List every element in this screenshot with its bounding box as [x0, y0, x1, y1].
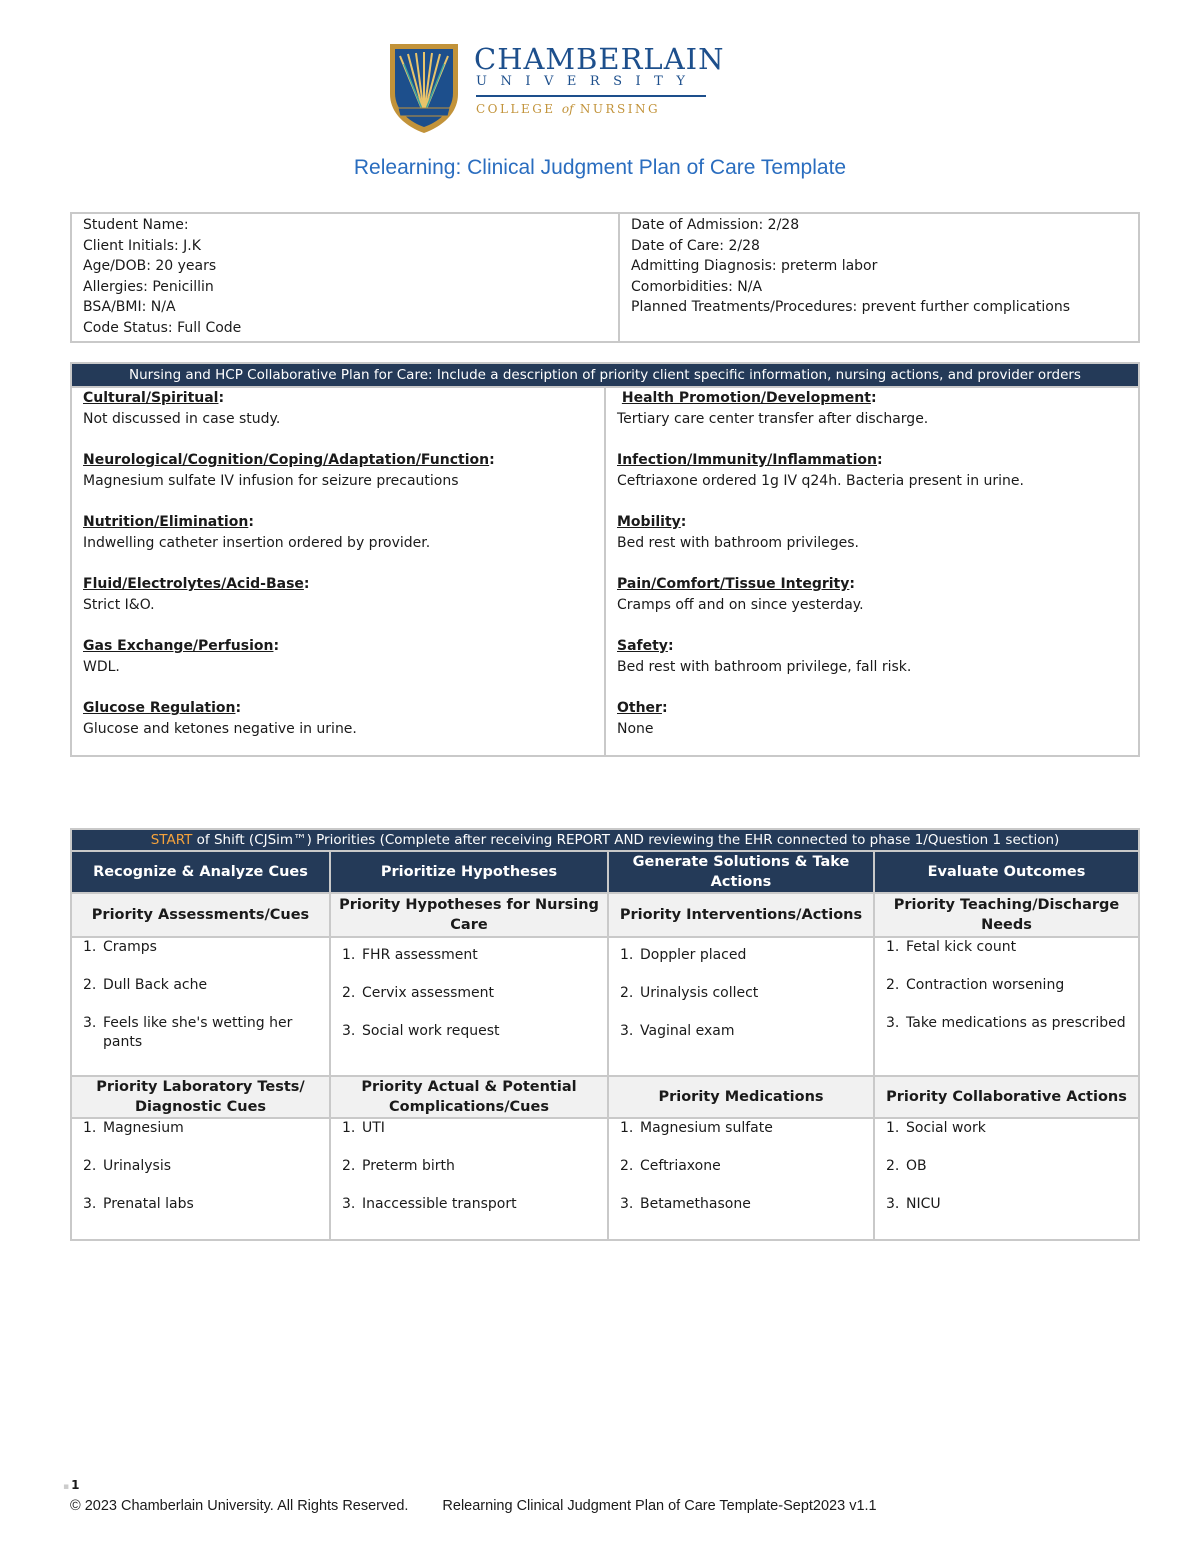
list-item: 3. Feels like she's wetting her pants [83, 1015, 293, 1050]
page-number: ▪ 1 [63, 1478, 80, 1492]
list-item: 2. Urinalysis collect [620, 985, 759, 1001]
student-name: Student Name: [83, 217, 189, 233]
list-item: 3. NICU [886, 1196, 941, 1212]
list-item: 1. Magnesium [83, 1120, 184, 1136]
section-health-promotion: Health Promotion/Development: Tertiary care center transfer after discharge. [617, 390, 929, 427]
collaborative-plan-left [71, 387, 605, 756]
university-logo [388, 40, 725, 136]
allergies: Allergies: Penicillin [83, 278, 214, 295]
column-prioritize-hypotheses: Prioritize Hypotheses [330, 851, 608, 893]
comorbidities: Comorbidities: N/A [631, 278, 763, 295]
planned-treatments: Planned Treatments/Procedures: prevent further complications [631, 299, 1071, 315]
patient-info-table [70, 212, 1140, 343]
collaborative-plan-table [70, 362, 1140, 757]
section-fluid-electrolytes: Fluid/Electrolytes/Acid-Base: Strict I&O. [83, 576, 310, 613]
subheader-lab-tests: Priority Laboratory Tests/ Diagnostic Cues [71, 1076, 330, 1118]
list-item: 1. Doppler placed [620, 947, 747, 963]
subheader-hypotheses: Priority Hypotheses for Nursing Care [330, 893, 608, 937]
page-footer [70, 1498, 877, 1514]
section-other: Other: None [617, 700, 668, 737]
list-lab-tests [71, 1118, 330, 1240]
code-status: Code Status: Full Code [83, 319, 242, 336]
date-of-care: Date of Care: 2/28 [631, 237, 760, 254]
list-item: 2. OB [886, 1158, 927, 1174]
list-item: 2. Contraction worsening [886, 977, 1065, 993]
footer-copyright: © 2023 Chamberlain University. All Rights Reserved. [70, 1498, 409, 1514]
list-interventions [608, 937, 874, 1076]
subheader-assessments: Priority Assessments/Cues [71, 893, 330, 937]
logo-university: UNIVERSITY [476, 74, 699, 89]
list-item: 3. Inaccessible transport [342, 1196, 517, 1212]
section-cultural-spiritual: Cultural/Spiritual: Not discussed in case study. [83, 390, 281, 427]
list-item: 1. Magnesium sulfate [620, 1120, 773, 1136]
section-mobility: Mobility: Bed rest with bathroom privileges. [617, 514, 859, 551]
list-item: 1. FHR assessment [342, 947, 478, 963]
age-dob: Age/DOB: 20 years [83, 258, 217, 274]
patient-info-left [71, 213, 619, 342]
date-of-admission: Date of Admission: 2/28 [631, 217, 800, 233]
admitting-diagnosis: Admitting Diagnosis: preterm labor [631, 258, 878, 274]
list-assessments [71, 937, 330, 1076]
list-item: 1. Fetal kick count [886, 939, 1017, 955]
list-complications [330, 1118, 608, 1240]
list-item: 3. Prenatal labs [83, 1196, 194, 1212]
list-item: 2. Cervix assessment [342, 985, 495, 1001]
list-hypotheses [330, 937, 608, 1076]
subheader-complications: Priority Actual & Potential Complications/Cues [330, 1076, 608, 1118]
subheader-collaborative-actions: Priority Collaborative Actions [874, 1076, 1139, 1118]
list-item: 3. Betamethasone [620, 1196, 751, 1212]
list-teaching [874, 937, 1139, 1076]
column-recognize-analyze: Recognize & Analyze Cues [71, 851, 330, 893]
subheader-interventions: Priority Interventions/Actions [608, 893, 874, 937]
column-evaluate-outcomes: Evaluate Outcomes [874, 851, 1139, 893]
shift-priorities-table [70, 828, 1140, 1241]
collaborative-plan-header: Nursing and HCP Collaborative Plan for Care: Include a description of priority client specific information, nursing actions, and provider orders [71, 363, 1139, 387]
logo-divider [476, 95, 706, 97]
collaborative-plan-right [605, 387, 1139, 756]
section-infection-immunity: Infection/Immunity/Inflammation: Ceftriaxone ordered 1g IV q24h. Bacteria present in urine. [617, 452, 1024, 489]
document-title: Relearning: Clinical Judgment Plan of Care Template [353, 156, 847, 179]
patient-info-right [619, 213, 1139, 342]
paragraph-mark-icon: ▪ [63, 1482, 70, 1492]
list-item: 3. Social work request [342, 1023, 500, 1039]
list-item: 1. UTI [342, 1120, 385, 1136]
client-initials: Client Initials: J.K [83, 237, 201, 254]
column-generate-solutions: Generate Solutions & Take Actions [608, 851, 874, 893]
list-collaborative-actions [874, 1118, 1139, 1240]
section-glucose-regulation: Glucose Regulation: Glucose and ketones negative in urine. [83, 700, 357, 737]
shield-crest-icon [388, 42, 460, 134]
footer-template-version: Relearning Clinical Judgment Plan of Care Template-Sept2023 v1.1 [442, 1498, 877, 1514]
section-safety: Safety: Bed rest with bathroom privilege, fall risk. [617, 638, 912, 675]
list-medications [608, 1118, 874, 1240]
subheader-medications: Priority Medications [608, 1076, 874, 1118]
list-item: 2. Ceftriaxone [620, 1158, 721, 1174]
list-item: 3. Vaginal exam [620, 1023, 735, 1039]
list-item: 2. Dull Back ache [83, 977, 208, 993]
list-item: 2. Preterm birth [342, 1158, 455, 1174]
section-gas-exchange: Gas Exchange/Perfusion: WDL. [83, 638, 280, 675]
bsa-bmi: BSA/BMI: N/A [83, 299, 176, 315]
list-item: 3. Take medications as prescribed [886, 1015, 1126, 1031]
list-item: 1. Social work [886, 1120, 986, 1136]
section-nutrition-elimination: Nutrition/Elimination: Indwelling catheter insertion ordered by provider. [83, 514, 431, 551]
logo-college: COLLEGE of NURSING [476, 102, 661, 116]
section-pain-comfort: Pain/Comfort/Tissue Integrity: Cramps off and on since yesterday. [617, 576, 864, 613]
shift-priorities-header: START of Shift (CJSim™) Priorities (Complete after receiving REPORT AND reviewing the EHR connected to phase 1/Question 1 section) [71, 829, 1139, 851]
section-neurological: Neurological/Cognition/Coping/Adaptation/Function: Magnesium sulfate IV infusion for seizure precautions [83, 452, 495, 489]
list-item: 1. Cramps [83, 939, 157, 955]
logo-name: CHAMBERLAIN [474, 42, 725, 76]
subheader-teaching: Priority Teaching/Discharge Needs [874, 893, 1139, 937]
list-item: 2. Urinalysis [83, 1158, 171, 1174]
